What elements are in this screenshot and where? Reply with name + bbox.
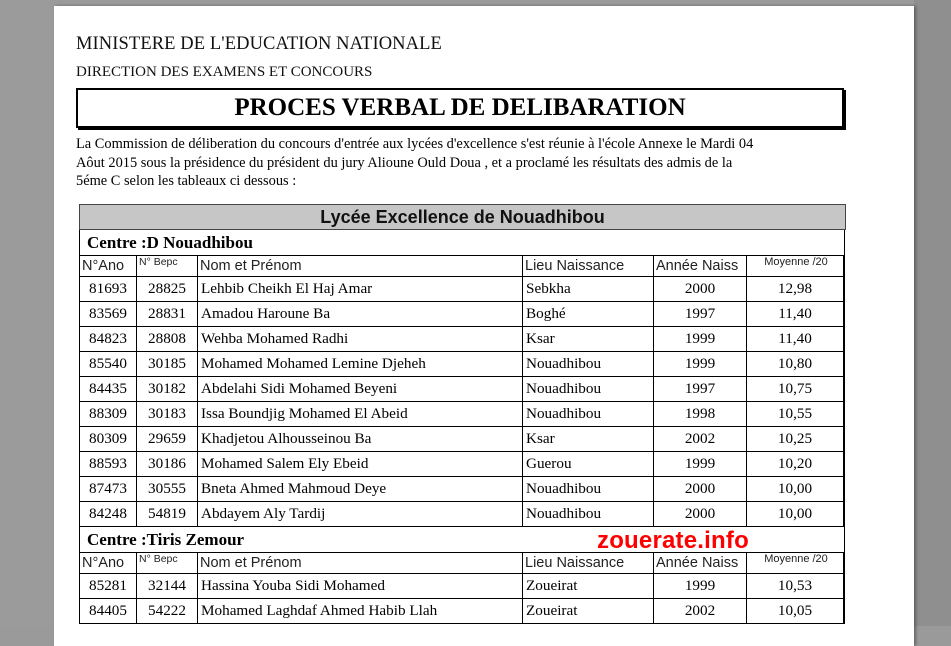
cell-annee: 1997: [654, 377, 747, 402]
cell-name: Abdelahi Sidi Mohamed Beyeni: [198, 377, 523, 402]
cell-ano: 88309: [80, 402, 137, 427]
table-row: [80, 402, 844, 427]
cell-moyenne: 10,05: [747, 599, 844, 624]
ministry-heading: MINISTERE DE L'EDUCATION NATIONALE: [76, 34, 442, 54]
centre-title: Centre :D Nouadhibou: [87, 233, 253, 252]
cell-lieu: Nouadhibou: [523, 352, 654, 377]
results-table: [79, 552, 844, 624]
table-row: [80, 502, 844, 527]
viewer-background-left: [0, 0, 54, 626]
cell-ano: 84823: [80, 327, 137, 352]
cell-bepc: 30555: [137, 477, 198, 502]
table-row: [80, 352, 844, 377]
cell-moyenne: 11,40: [747, 302, 844, 327]
table-row: [80, 327, 844, 352]
cell-bepc: 30183: [137, 402, 198, 427]
cell-bepc: 54819: [137, 502, 198, 527]
cell-moyenne: 10,25: [747, 427, 844, 452]
table-header-row: [80, 553, 844, 574]
cell-name: Issa Boundjig Mohamed El Abeid: [198, 402, 523, 427]
cell-ano: 83569: [80, 302, 137, 327]
table-header-row: [80, 256, 844, 277]
cell-name: Mohamed Salem Ely Ebeid: [198, 452, 523, 477]
col-header-ano: N°Ano: [80, 553, 137, 574]
table-body: [80, 277, 844, 527]
col-header-lieu: Lieu Naissance: [523, 256, 654, 277]
cell-annee: 1999: [654, 327, 747, 352]
cell-moyenne: 10,80: [747, 352, 844, 377]
cell-annee: 1997: [654, 302, 747, 327]
cell-moyenne: 10,53: [747, 574, 844, 599]
intro-line: Aôut 2015 sous la présidence du président du jury Alioune Ould Doua , et a proclamé les résultats des admis de la: [76, 154, 733, 171]
cell-bepc: 32144: [137, 574, 198, 599]
cell-bepc: 28825: [137, 277, 198, 302]
cell-annee: 1999: [654, 574, 747, 599]
cell-annee: 2000: [654, 277, 747, 302]
cell-name: Wehba Mohamed Radhi: [198, 327, 523, 352]
col-header-moyenne: Moyenne /20: [747, 256, 844, 277]
cell-ano: 80309: [80, 427, 137, 452]
cell-bepc: 30186: [137, 452, 198, 477]
centre-section: [79, 230, 845, 527]
cell-lieu: Ksar: [523, 427, 654, 452]
cell-ano: 84248: [80, 502, 137, 527]
cell-annee: 1999: [654, 352, 747, 377]
cell-annee: 2002: [654, 599, 747, 624]
intro-line: 5éme C selon les tableaux ci dessous :: [76, 173, 297, 189]
direction-heading: DIRECTION DES EXAMENS ET CONCOURS: [76, 64, 373, 80]
table-row: [80, 377, 844, 402]
table-row: [80, 427, 844, 452]
cell-annee: 1998: [654, 402, 747, 427]
cell-bepc: 30182: [137, 377, 198, 402]
cell-ano: 87473: [80, 477, 137, 502]
cell-lieu: Nouadhibou: [523, 377, 654, 402]
cell-name: Lehbib Cheikh El Haj Amar: [198, 277, 523, 302]
table-row: [80, 477, 844, 502]
table-row: [80, 302, 844, 327]
school-title-bar: Lycée Excellence de Nouadhibou: [79, 204, 846, 230]
cell-lieu: Nouadhibou: [523, 502, 654, 527]
cell-name: Hassina Youba Sidi Mohamed: [198, 574, 523, 599]
cell-lieu: Boghé: [523, 302, 654, 327]
cell-moyenne: 10,20: [747, 452, 844, 477]
watermark-text: zouerate.info: [597, 527, 749, 554]
col-header-moyenne: Moyenne /20: [747, 553, 844, 574]
cell-name: Khadjetou Alhousseinou Ba: [198, 427, 523, 452]
table-body: [80, 574, 844, 624]
intro-paragraph: [76, 135, 846, 191]
cell-bepc: 28808: [137, 327, 198, 352]
cell-moyenne: 12,98: [747, 277, 844, 302]
cell-ano: 84435: [80, 377, 137, 402]
table-row: [80, 599, 844, 624]
cell-lieu: Zoueirat: [523, 574, 654, 599]
cell-moyenne: 10,55: [747, 402, 844, 427]
cell-moyenne: 10,75: [747, 377, 844, 402]
cell-ano: 85281: [80, 574, 137, 599]
cell-moyenne: 11,40: [747, 327, 844, 352]
col-header-bepc: N° Bepc: [137, 553, 198, 574]
cell-annee: 2000: [654, 502, 747, 527]
cell-lieu: Zoueirat: [523, 599, 654, 624]
cell-name: Bneta Ahmed Mahmoud Deye: [198, 477, 523, 502]
cell-lieu: Nouadhibou: [523, 402, 654, 427]
cell-moyenne: 10,00: [747, 477, 844, 502]
table-row: [80, 277, 844, 302]
col-header-name: Nom et Prénom: [198, 553, 523, 574]
col-header-lieu: Lieu Naissance: [523, 553, 654, 574]
col-header-ano: N°Ano: [80, 256, 137, 277]
cell-bepc: 54222: [137, 599, 198, 624]
document-title: PROCES VERBAL DE DELIBARATION: [76, 88, 844, 128]
centre-title: Centre :Tiris Zemour: [87, 530, 245, 549]
cell-annee: 2000: [654, 477, 747, 502]
cell-lieu: Nouadhibou: [523, 477, 654, 502]
cell-ano: 84405: [80, 599, 137, 624]
cell-lieu: Guerou: [523, 452, 654, 477]
cell-moyenne: 10,00: [747, 502, 844, 527]
cell-lieu: Ksar: [523, 327, 654, 352]
col-header-bepc: N° Bepc: [137, 256, 198, 277]
col-header-annee: Année Naiss: [654, 256, 747, 277]
intro-line: La Commission de déliberation du concours d'entrée aux lycées d'excellence s'est réunie à l'école Annexe le Mardi 04: [76, 136, 754, 152]
cell-bepc: 29659: [137, 427, 198, 452]
viewer-scrollbar-area[interactable]: [914, 0, 951, 626]
cell-annee: 1999: [654, 452, 747, 477]
table-row: [80, 574, 844, 599]
cell-bepc: 28831: [137, 302, 198, 327]
table-row: [80, 452, 844, 477]
col-header-annee: Année Naiss: [654, 553, 747, 574]
cell-name: Abdayem Aly Tardij: [198, 502, 523, 527]
cell-ano: 88593: [80, 452, 137, 477]
cell-name: Amadou Haroune Ba: [198, 302, 523, 327]
cell-annee: 2002: [654, 427, 747, 452]
cell-ano: 85540: [80, 352, 137, 377]
cell-name: Mohamed Laghdaf Ahmed Habib Llah: [198, 599, 523, 624]
document-page: [54, 6, 914, 646]
results-table: [79, 255, 844, 527]
col-header-name: Nom et Prénom: [198, 256, 523, 277]
cell-lieu: Sebkha: [523, 277, 654, 302]
cell-ano: 81693: [80, 277, 137, 302]
cell-name: Mohamed Mohamed Lemine Djeheh: [198, 352, 523, 377]
cell-bepc: 30185: [137, 352, 198, 377]
